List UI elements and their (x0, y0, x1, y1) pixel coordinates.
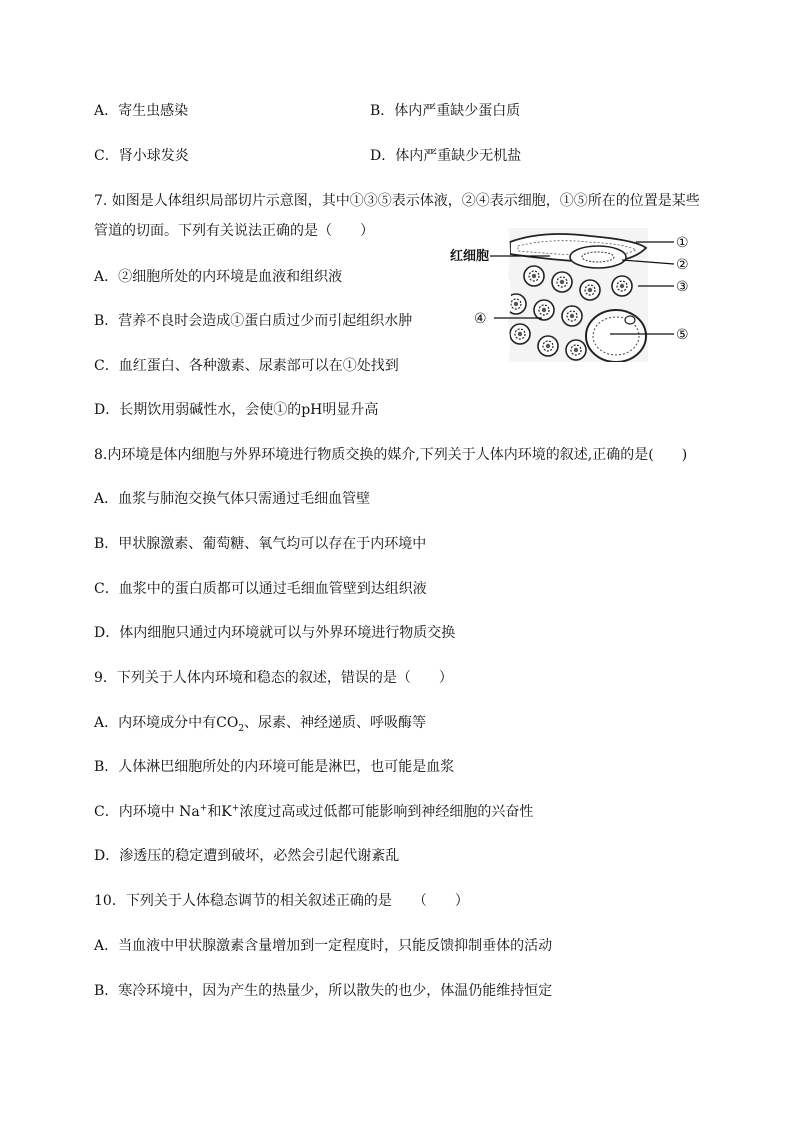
q9-option-b: B．人体淋巴细胞所处的内环境可能是淋巴，也可能是血浆 (94, 759, 455, 775)
figure-mark-4: ④ (474, 311, 487, 327)
tissue-section-figure (450, 224, 696, 366)
figure-mark-3: ③ (676, 279, 689, 295)
q9-option-c-sup2: + (231, 803, 240, 814)
q10-stem: 10．下列关于人体稳态调节的相关叙述正确的是 （ ） (94, 893, 469, 909)
figure-mark-5: ⑤ (676, 327, 689, 343)
q10-option-b: B．寒冷环境中，因为产生的热量少，所以散失的也少，体温仍能维持恒定 (94, 983, 553, 999)
q7-option-b: B．营养不良时会造成①蛋白质过少而引起组织水肿 (94, 313, 413, 329)
q6-option-a: A．寄生虫感染 (94, 103, 189, 119)
figure-mark-1: ① (676, 235, 689, 251)
q6-option-b: B．体内严重缺少蛋白质 (370, 103, 521, 119)
q9-option-a-sub: 2 (238, 723, 245, 734)
q7-option-a: A．②细胞所处的内环境是血液和组织液 (94, 269, 343, 285)
q9-option-a-post: 、尿素、神经递质、呼吸酶等 (244, 715, 427, 731)
q6-option-d: D．体内严重缺少无机盐 (370, 148, 522, 164)
q7-stem-line2: 管道的切面。下列有关说法正确的是（ ） (94, 223, 374, 239)
q9-stem: 9．下列关于人体内环境和稳态的叙述，错误的是（ ） (94, 670, 453, 686)
q9-option-d: D．渗透压的稳定遭到破坏，必然会引起代谢紊乱 (94, 848, 400, 864)
q9-option-a-pre: A．内环境成分中有CO (94, 715, 239, 731)
q9-option-c-post: 浓度过高或过低都可能影响到神经细胞的兴奋性 (239, 804, 534, 820)
q9-option-c-pre: C．内环境中 Na (94, 804, 200, 820)
q8-stem: 8.内环境是体内细胞与外界环境进行物质交换的媒介,下列关于人体内环境的叙述,正确的是( ) (94, 447, 688, 463)
q7-option-d: D．长期饮用弱碱性水，会使①的pH明显升高 (94, 402, 379, 418)
q8-option-b: B．甲状腺激素、葡萄糖、氧气均可以存在于内环境中 (94, 536, 427, 552)
q7-stem-line1: 7. 如图是人体组织局部切片示意图，其中①③⑤表示体液，②④表示细胞，①⑤所在的位置是某些 (94, 193, 700, 209)
q9-option-c-mid: 和K (207, 804, 232, 820)
q7-option-c: C．血红蛋白、各种激素、尿素部可以在①处找到 (94, 358, 399, 374)
q9-option-a (94, 714, 426, 732)
q8-option-c: C．血浆中的蛋白质都可以通过毛细血管壁到达组织液 (94, 581, 427, 597)
q9-option-c (94, 803, 533, 821)
q6-option-c: C．肾小球发炎 (94, 148, 189, 164)
tissue-area (506, 228, 648, 362)
q8-option-d: D．体内细胞只通过内环境就可以与外界环境进行物质交换 (94, 625, 456, 641)
q9-option-c-sup1: + (199, 803, 208, 814)
q10-option-a: A．当血液中甲状腺激素含量增加到一定程度时，只能反馈抑制垂体的活动 (94, 938, 553, 954)
figure-mark-2: ② (676, 257, 689, 273)
q8-option-a: A．血浆与肺泡交换气体只需通过毛细血管壁 (94, 491, 371, 507)
figure-label-rbc: 红细胞 (450, 249, 490, 264)
